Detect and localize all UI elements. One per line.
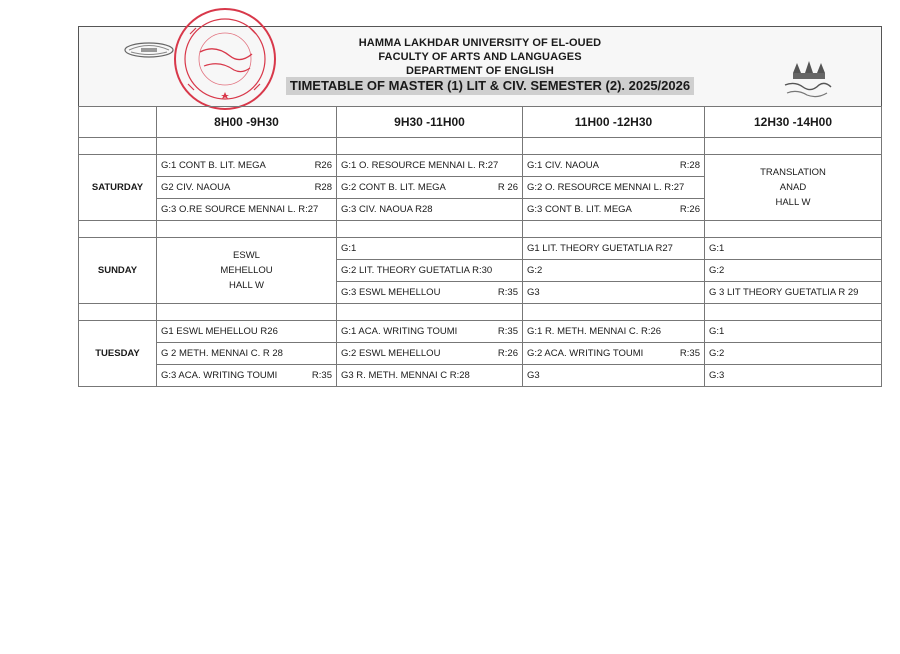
room-text: HALL W: [228, 280, 265, 291]
session-text: G:3 ESWL MEHELLOU: [341, 287, 441, 298]
university-name: HAMMA LAKHDAR UNIVERSITY OF EL-OUED: [358, 37, 602, 49]
room-text: R:28: [679, 160, 700, 171]
session-text: G:2: [527, 265, 543, 276]
schedule-cell: [337, 199, 523, 221]
schedule-cell: [337, 260, 523, 282]
room-text: R:35: [497, 326, 518, 337]
schedule-cell: [523, 343, 705, 365]
column-header: 11H00 -12H30: [523, 107, 705, 138]
session-text: G:2 CONT B. LIT. MEGA: [341, 182, 446, 193]
schedule-cell: [337, 365, 523, 387]
session-text: G:3 ACA. WRITING TOUMI: [161, 370, 278, 381]
schedule-cell: [523, 199, 705, 221]
session-text: G1 LIT. THEORY GUETATLIA R27: [527, 243, 673, 254]
room-text: R26: [314, 160, 332, 171]
session-text: G:3 O.RE SOURCE MENNAI L. R:27: [161, 204, 319, 215]
room-text: HALL W: [775, 197, 811, 208]
session-text: G:2 ESWL MEHELLOU: [341, 348, 441, 359]
room-text: R:35: [497, 287, 518, 298]
faculty-name: FACULTY OF ARTS AND LANGUAGES: [378, 51, 582, 63]
spacer-row: [79, 304, 882, 321]
schedule-cell: [157, 199, 337, 221]
schedule-cell: [157, 177, 337, 199]
schedule-cell: [705, 238, 882, 260]
schedule-cell: [523, 177, 705, 199]
table-row: [79, 343, 882, 365]
schedule-cell: [337, 238, 523, 260]
merged-session-cell: [705, 155, 882, 221]
schedule-cell: [523, 155, 705, 177]
room-text: R 26: [497, 182, 518, 193]
session-text: G:2: [709, 348, 725, 359]
session-text: TRANSLATION: [760, 167, 826, 178]
schedule-cell: [523, 238, 705, 260]
session-text: G2 CIV. NAOUA: [161, 182, 231, 193]
schedule-cell: [337, 282, 523, 304]
column-header: 9H30 -11H00: [337, 107, 523, 138]
timetable-grid: [78, 106, 882, 387]
session-text: G:1 ACA. WRITING TOUMI: [341, 326, 458, 337]
teacher-text: MEHELLOU: [220, 265, 273, 276]
schedule-cell: [705, 343, 882, 365]
schedule-cell: [337, 177, 523, 199]
schedule-cell: [705, 282, 882, 304]
table-row: [79, 321, 882, 343]
session-text: G:1: [709, 243, 725, 254]
session-text: G:1 CONT B. LIT. MEGA: [161, 160, 266, 171]
spacer-row: [79, 221, 882, 238]
session-text: G 2 METH. MENNAI C. R 28: [161, 348, 283, 359]
column-header: 12H30 -14H00: [705, 107, 882, 138]
room-text: R:35: [311, 370, 332, 381]
schedule-cell: [705, 321, 882, 343]
session-text: G:3 CIV. NAOUA R28: [341, 204, 433, 215]
timetable-title: TIMETABLE OF MASTER (1) LIT & CIV. SEMESTER (2). 2025/2026: [286, 77, 694, 95]
schedule-cell: [523, 260, 705, 282]
spacer-row: [79, 138, 882, 155]
room-text: R:26: [679, 204, 700, 215]
department-name: DEPARTMENT OF ENGLISH: [406, 65, 554, 77]
schedule-cell: [523, 321, 705, 343]
schedule-cell: [705, 365, 882, 387]
schedule-cell: [337, 343, 523, 365]
session-text: G:1: [341, 243, 357, 254]
day-label-sunday: SUNDAY: [79, 238, 157, 304]
time-header-row: [79, 107, 882, 138]
schedule-cell: [157, 321, 337, 343]
session-text: G:2: [709, 265, 725, 276]
day-label-saturday: SATURDAY: [79, 155, 157, 221]
schedule-cell: [523, 282, 705, 304]
timetable-sheet: [70, 8, 880, 408]
schedule-cell: [157, 365, 337, 387]
teacher-text: ANAD: [779, 182, 807, 193]
corner-cell: [79, 107, 157, 138]
session-text: G1 ESWL MEHELLOU R26: [161, 326, 278, 337]
schedule-cell: [157, 155, 337, 177]
session-text: G 3 LIT THEORY GUETATLIA R 29: [709, 287, 859, 298]
session-text: G:3 CONT B. LIT. MEGA: [527, 204, 632, 215]
schedule-cell: [705, 260, 882, 282]
table-row: [79, 365, 882, 387]
column-header: 8H00 -9H30: [157, 107, 337, 138]
table-row: [79, 155, 882, 177]
session-text: G:2 O. RESOURCE MENNAI L. R:27: [527, 182, 685, 193]
session-text: G:1: [709, 326, 725, 337]
session-text: G:3: [709, 370, 725, 381]
schedule-cell: [337, 321, 523, 343]
room-text: R:26: [497, 348, 518, 359]
schedule-cell: [523, 365, 705, 387]
session-text: G3: [527, 287, 540, 298]
session-text: G:2 LIT. THEORY GUETATLIA R:30: [341, 265, 493, 276]
session-text: G:2 ACA. WRITING TOUMI: [527, 348, 644, 359]
official-stamp-icon: [170, 4, 280, 114]
merged-session-cell: [157, 238, 337, 304]
session-text: ESWL: [233, 250, 260, 261]
room-text: R:35: [679, 348, 700, 359]
session-text: G3 R. METH. MENNAI C R:28: [341, 370, 470, 381]
table-row: [79, 238, 882, 260]
room-text: R28: [314, 182, 332, 193]
session-text: G3: [527, 370, 540, 381]
day-label-tuesday: TUESDAY: [79, 321, 157, 387]
department-emblem-icon: [779, 55, 835, 101]
schedule-cell: [157, 343, 337, 365]
session-text: G:1 O. RESOURCE MENNAI L. R:27: [341, 160, 499, 171]
session-text: G:1 R. METH. MENNAI C. R:26: [527, 326, 662, 337]
schedule-cell: [337, 155, 523, 177]
session-text: G:1 CIV. NAOUA: [527, 160, 599, 171]
